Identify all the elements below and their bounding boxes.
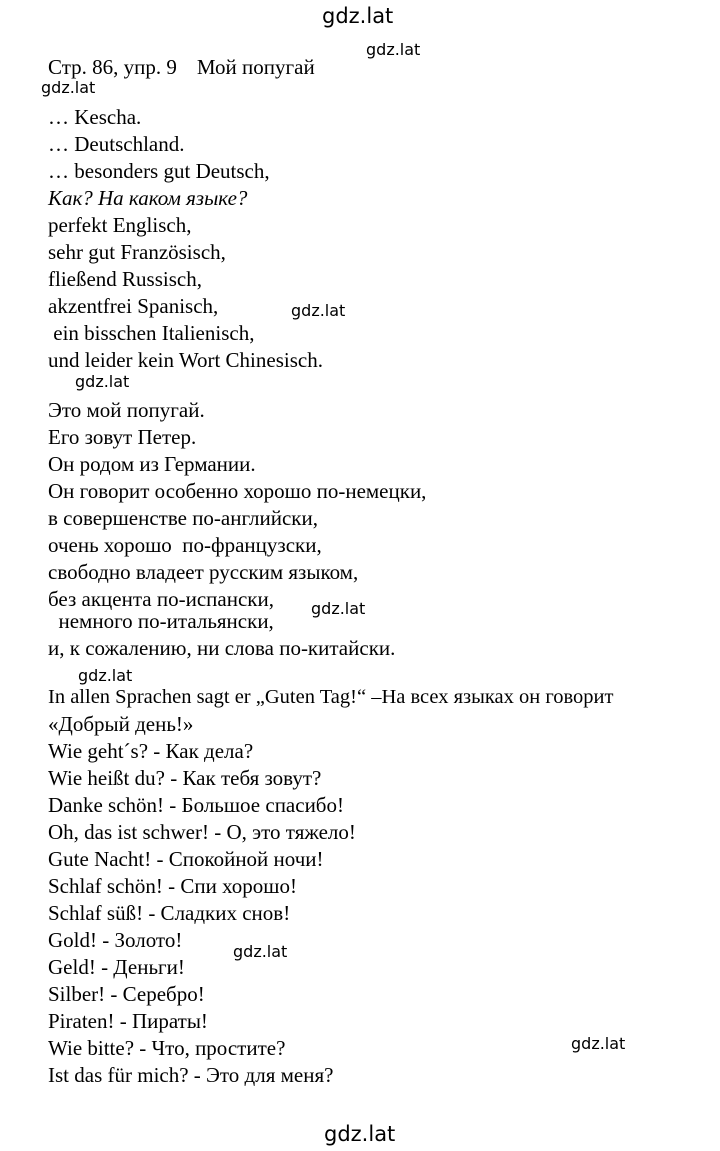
translation-line: свободно владеет русским языком, (48, 560, 359, 584)
text-line: und leider kein Wort Chinesisch. (48, 348, 323, 372)
question-line: Как? На каком языке? (48, 186, 248, 210)
translation-line: и, к сожалению, ни слова по-китайски. (48, 636, 396, 660)
phrase-line: Wie geht´s? - Как дела? (48, 739, 254, 763)
text-line: ein bisschen Italienisch, (48, 321, 255, 345)
phrase-line: «Добрый день!» (48, 712, 194, 736)
watermark: gdz.lat (78, 666, 133, 685)
translation-line: в совершенстве по-английски, (48, 506, 318, 530)
phrase-line: Wie heißt du? - Как тебя зовут? (48, 766, 322, 790)
watermark: gdz.lat (75, 372, 130, 391)
text-line: … Deutschland. (48, 132, 185, 156)
translation-line: Его зовут Петер. (48, 425, 197, 449)
page-title: Мой попугай (196, 55, 315, 79)
phrase-line: Gute Nacht! - Спокойной ночи! (48, 847, 324, 871)
text-line: akzentfrei Spanisch, (48, 294, 219, 318)
watermark: gdz.lat (322, 4, 394, 28)
watermark: gdz.lat (291, 301, 346, 320)
phrase-line: Piraten! - Пираты! (48, 1009, 208, 1033)
watermark: gdz.lat (233, 942, 288, 961)
phrase-line: Schlaf süß! - Сладких снов! (48, 901, 291, 925)
text-line: … besonders gut Deutsch, (48, 159, 270, 183)
phrase-line: Silber! - Серебро! (48, 982, 205, 1006)
text-line: sehr gut Französisch, (48, 240, 226, 264)
phrase-line: Geld! - Деньги! (48, 955, 185, 979)
page-header (48, 54, 315, 80)
translation-line: Это мой попугай. (48, 398, 205, 422)
phrase-line: Wie bitte? - Что, простите? (48, 1036, 286, 1060)
phrase-line: Ist das für mich? - Это для меня? (48, 1063, 334, 1087)
exercise-reference: Стр. 86, упр. 9 (48, 55, 177, 79)
translation-line: немного по-итальянски, (48, 609, 274, 633)
translation-line: Он говорит особенно хорошо по-немецки, (48, 479, 427, 503)
watermark: gdz.lat (324, 1122, 396, 1146)
translation-line: очень хорошо по-французски, (48, 533, 322, 557)
translation-line: без акцента по-испански, (48, 587, 274, 611)
text-line: perfekt Englisch, (48, 213, 192, 237)
watermark: gdz.lat (366, 40, 421, 59)
phrase-line: Gold! - Золото! (48, 928, 183, 952)
translation-line: Он родом из Германии. (48, 452, 256, 476)
phrase-line: Danke schön! - Большое спасибо! (48, 793, 344, 817)
phrase-line: Schlaf schön! - Спи хорошо! (48, 874, 297, 898)
phrase-line: In allen Sprachen sagt er „Guten Tag!“ –На всех языках он говорит (48, 686, 614, 708)
text-line: fließend Russisch, (48, 267, 202, 291)
watermark: gdz.lat (571, 1034, 626, 1053)
phrase-line: Oh, das ist schwer! - О, это тяжело! (48, 820, 356, 844)
watermark: gdz.lat (311, 599, 366, 618)
watermark: gdz.lat (41, 78, 96, 97)
text-line: … Kescha. (48, 105, 142, 129)
